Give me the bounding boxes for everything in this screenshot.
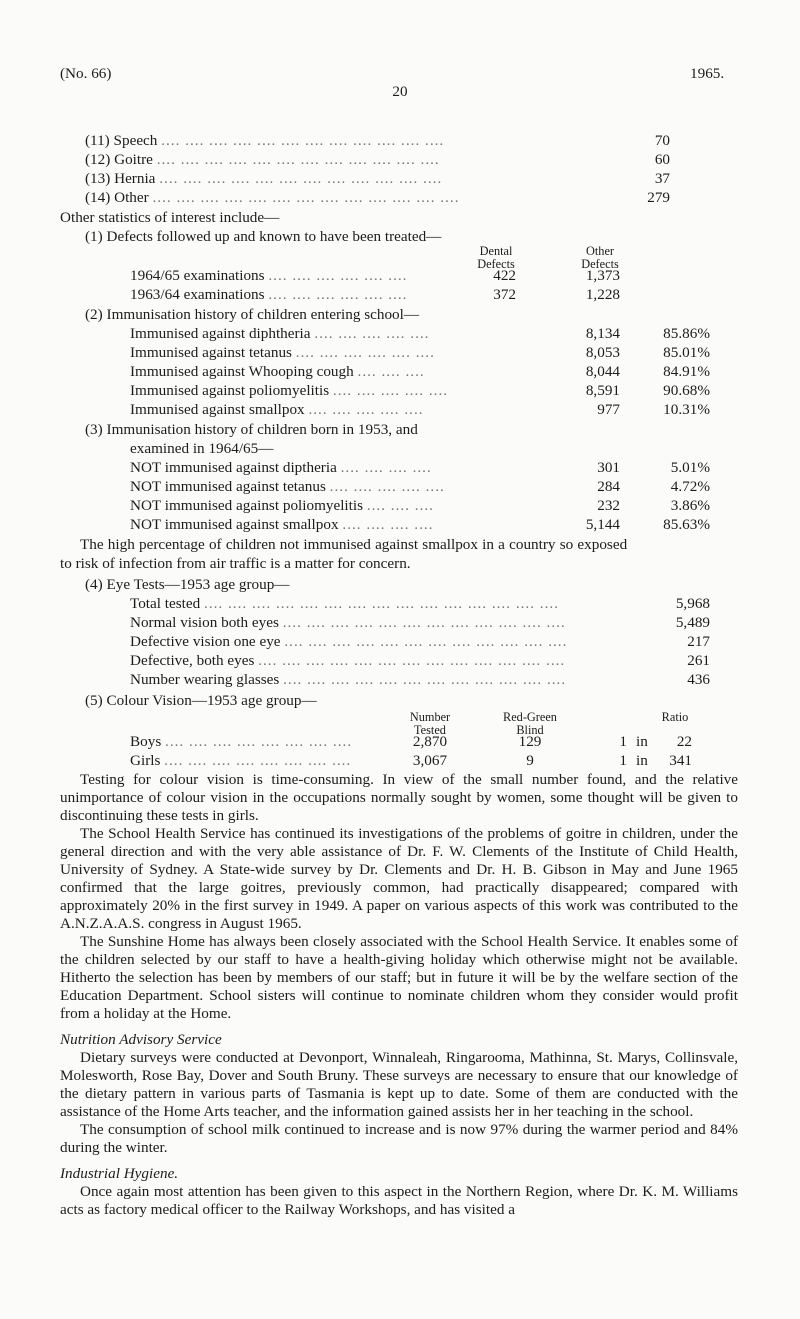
list-item-value: 279 <box>647 189 670 206</box>
sunshine-home-paragraph: The Sunshine Home has always been closely associated with the School Health Service. It enables some of the children selected by our staff to have a health-giving holiday which otherwise might not be available. Hitherto the selection has been by members of our staff; but in future it will be by the welfare section of the Education Department. School sisters will continue to nominate children whom they consider would profit from a holiday at the Home. <box>60 933 738 1022</box>
count-value: 8,591 <box>585 382 620 399</box>
smallpox-paragraph-line-1: The high percentage of children not immunised against smallpox in a country so exposed <box>80 536 628 553</box>
table-row: NOT immunised against tetanus .... .... .... .... .... <box>130 478 445 495</box>
table-row: NOT immunised against poliomyelitis .... .... .... <box>130 497 434 514</box>
count-value: 8,044 <box>585 363 620 380</box>
percent-value: 85.63% <box>663 516 710 533</box>
table-row: Girls .... .... .... .... .... .... .... .... <box>130 752 352 769</box>
percent-value: 84.91% <box>663 363 710 380</box>
blind-value: 9 <box>526 752 534 769</box>
list-item: (12) Goitre .... .... .... .... .... .... .... .... .... .... .... .... <box>85 151 440 168</box>
percent-value: 3.86% <box>670 497 710 514</box>
section-5-heading: (5) Colour Vision—1953 age group— <box>85 692 317 709</box>
table-row: NOT immunised against diptheria .... .... .... .... <box>130 459 432 476</box>
ratio-value-1: 1 <box>619 752 627 769</box>
percent-value: 85.86% <box>663 325 710 342</box>
count-value: 8,053 <box>585 344 620 361</box>
nutrition-heading: Nutrition Advisory Service <box>60 1031 222 1048</box>
eye-value: 261 <box>687 652 710 669</box>
col-header-ratio: Ratio <box>661 710 689 724</box>
tested-value: 2,870 <box>412 733 448 750</box>
header-left: (No. 66) <box>60 65 112 82</box>
percent-value: 4.72% <box>670 478 710 495</box>
colour-vision-paragraph: Testing for colour vision is time-consuming. In view of the small number found, and the relative unimportance of colour vision in the occupations normally sought by women, some thought will be given to discontinuing these tests in girls. <box>60 771 738 824</box>
count-value: 977 <box>597 401 620 418</box>
section-3-subheading: examined in 1964/65— <box>130 440 274 457</box>
list-item: (14) Other .... .... .... .... .... .... .... .... .... .... .... .... .... <box>85 189 460 206</box>
ratio-value-1: 1 <box>619 733 627 750</box>
table-row: Boys .... .... .... .... .... .... .... .... <box>130 733 353 750</box>
table-row: Defective vision one eye .... .... .... .... .... .... .... .... .... .... .... .... <box>130 633 568 650</box>
percent-value: 10.31% <box>663 401 710 418</box>
table-row: Total tested .... .... .... .... .... .... .... .... .... .... .... .... .... .... .... <box>130 595 559 612</box>
list-item-value: 70 <box>654 132 670 149</box>
eye-value: 5,489 <box>675 614 710 631</box>
blind-value: 129 <box>518 733 542 750</box>
list-item: (13) Hernia .... .... .... .... .... .... .... .... .... .... .... .... <box>85 170 443 187</box>
col-header-number-tested: Number Tested <box>409 710 451 737</box>
ratio-value-2: 22 <box>676 733 692 750</box>
industrial-hygiene-paragraph: Once again most attention has been given to this aspect in the Northern Region, where Dr. K. M. Williams acts as factory medical officer to the Railway Workshops, and has visited a <box>60 1183 738 1218</box>
school-milk-paragraph: The consumption of school milk continued to increase and is now 97% during the warmer period and 84% during the winter. <box>60 1121 738 1156</box>
header-right: 1965. <box>690 65 725 82</box>
percent-value: 85.01% <box>663 344 710 361</box>
table-row: Immunised against poliomyelitis .... .... .... .... .... <box>130 382 449 399</box>
table-row: Immunised against Whooping cough .... .... .... <box>130 363 425 380</box>
smallpox-paragraph-line-2: to risk of infection from air traffic is a matter for concern. <box>60 555 411 572</box>
dietary-surveys-paragraph: Dietary surveys were conducted at Devonport, Winnaleah, Ringarooma, Mathinna, St. Marys, Collinsvale, Molesworth, Rose Bay, Dover and South Bruny. These surveys are necessary to ensure that our knowledge of the dietary pattern in various parts of Tasmania is kept up to date. Some of them are conducted with the assistance of the Home Arts teacher, and the information gained assists her in her teaching in the school. <box>60 1049 738 1120</box>
ratio-value-2: 341 <box>669 752 692 769</box>
ratio-in: in <box>636 733 648 750</box>
section-1-heading: (1) Defects followed up and known to have been treated— <box>85 228 442 245</box>
list-item: (11) Speech .... .... .... .... .... .... .... .... .... .... .... .... <box>85 132 445 149</box>
table-row: NOT immunised against smallpox .... .... .... .... <box>130 516 434 533</box>
table-row: Number wearing glasses .... .... .... .... .... .... .... .... .... .... .... .... <box>130 671 567 688</box>
count-value: 232 <box>597 497 620 514</box>
industrial-hygiene-heading: Industrial Hygiene. <box>60 1165 179 1182</box>
table-row: 1964/65 examinations .... .... .... .... .... .... <box>130 267 408 284</box>
section-4-heading: (4) Eye Tests—1953 age group— <box>85 576 290 593</box>
count-value: 301 <box>597 459 620 476</box>
section-3-heading: (3) Immunisation history of children born in 1953, and <box>85 421 418 438</box>
table-row: Defective, both eyes .... .... .... .... .... .... .... .... .... .... .... .... .... <box>130 652 566 669</box>
table-row: 1963/64 examinations .... .... .... .... .... .... <box>130 286 408 303</box>
percent-value: 5.01% <box>670 459 710 476</box>
eye-value: 217 <box>687 633 710 650</box>
col-header-red-green: Red-Green Blind <box>503 710 557 737</box>
other-value: 1,228 <box>585 286 620 303</box>
dental-value: 422 <box>493 267 516 284</box>
count-value: 284 <box>597 478 620 495</box>
other-stats-intro: Other statistics of interest include— <box>60 209 280 226</box>
page-number: 20 <box>392 83 408 100</box>
list-item-value: 37 <box>654 170 670 187</box>
table-row: Immunised against smallpox .... .... .... .... .... <box>130 401 424 418</box>
tested-value: 3,067 <box>412 752 448 769</box>
col-header-dental: Dental Defects <box>477 244 515 271</box>
eye-value: 5,968 <box>675 595 710 612</box>
ratio-in: in <box>636 752 648 769</box>
eye-value: 436 <box>687 671 710 688</box>
body-text <box>60 771 738 1219</box>
section-2-heading: (2) Immunisation history of children entering school— <box>85 306 420 323</box>
count-value: 5,144 <box>585 516 620 533</box>
other-value: 1,373 <box>585 267 620 284</box>
goitre-paragraph: The School Health Service has continued its investigations of the problems of goitre in children, under the general direction and with the very able assistance of Dr. F. W. Clements of the Institute of Child Health, University of Sydney. A State-wide survey by Dr. Clements and Dr. H. B. Gibson in May and June 1965 confirmed that the large goitres, previously common, had practically disappeared; compared with approximately 20% in the first survey in 1949. A paper on various aspects of this work was contributed to the A.N.Z.A.A.S. congress in August 1965. <box>60 825 738 932</box>
col-header-other: Other Defects <box>581 244 619 271</box>
dental-value: 372 <box>493 286 516 303</box>
count-value: 8,134 <box>585 325 620 342</box>
table-row: Immunised against tetanus .... .... .... .... .... .... <box>130 344 435 361</box>
table-row: Normal vision both eyes .... .... .... .... .... .... .... .... .... .... .... .... <box>130 614 566 631</box>
percent-value: 90.68% <box>663 382 710 399</box>
table-row: Immunised against diphtheria .... .... .... .... .... <box>130 325 430 342</box>
list-item-value: 60 <box>654 151 670 168</box>
